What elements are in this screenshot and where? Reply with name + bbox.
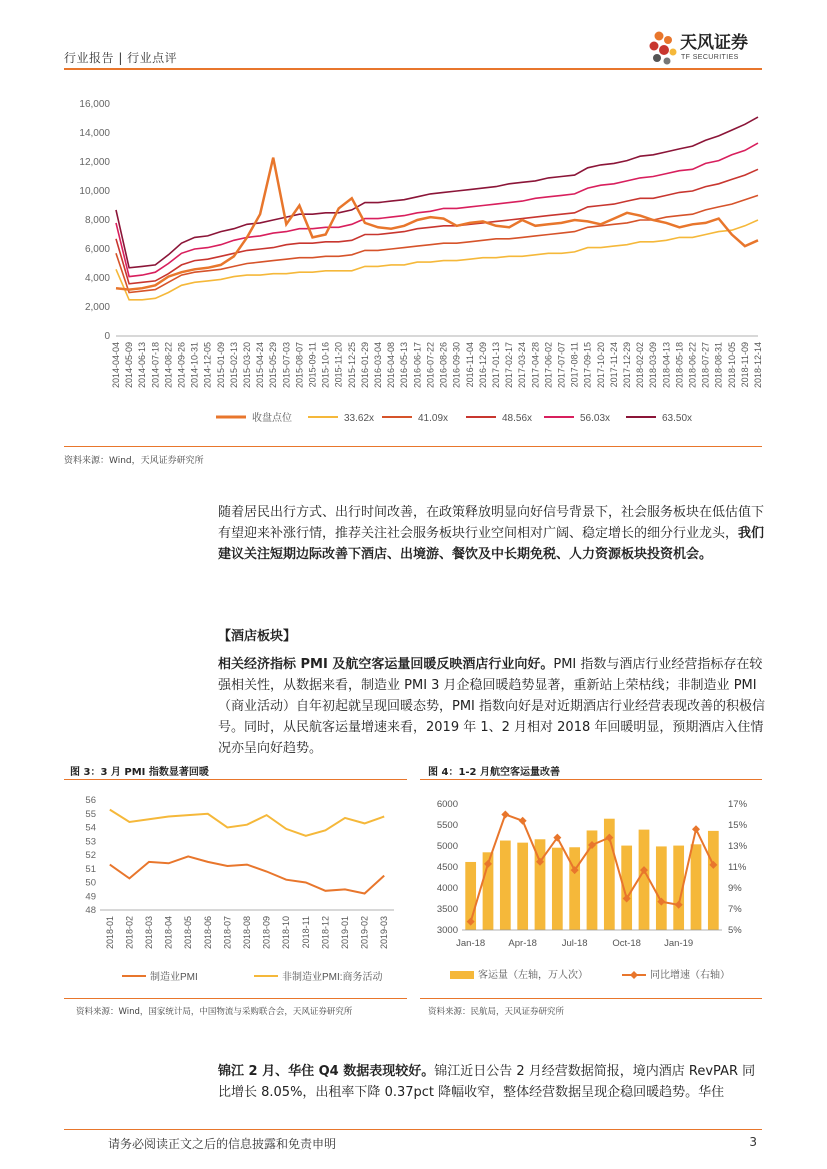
x-tick-label: 2017-06-02: [543, 342, 554, 389]
x-tick-label: 2018-07: [222, 916, 233, 950]
x-tick-label: 2014-04-04: [111, 342, 121, 389]
x-tick-label: 2017-11-24: [608, 342, 619, 388]
x-tick-label: 2017-10-20: [595, 342, 606, 389]
pmi-series-line: [110, 810, 384, 836]
x-tick-label: 2016-12-09: [477, 342, 488, 389]
y-right-tick-label: 7%: [728, 904, 742, 915]
x-tick-label: 2018-03-09: [648, 342, 659, 389]
x-tick-label: 2016-05-13: [399, 342, 410, 389]
x-tick-label: 2015-08-07: [294, 342, 305, 389]
x-tick-label: 2016-03-04: [373, 342, 384, 389]
y-tick-label: 48: [85, 905, 96, 916]
y-right-tick-label: 17%: [728, 799, 748, 810]
y-tick-label: 14,000: [79, 128, 110, 139]
y-tick-label: 6,000: [84, 244, 110, 255]
x-tick-label: 2015-05-29: [268, 342, 279, 389]
fig-top-source: 资料来源：Wind，天风证券研究所: [64, 456, 204, 466]
paragraph-2-text: PMI 指数与酒店行业经营指标存在较强相关性，从数据来看，制造业 PMI 3 月企稳回暖趋势显著，重新站上荣枯线；非制造业 PMI（商业活动）自年初起就呈现回暖态势，PMI 指数向好是对近期酒店行业经营表现改善的积极信号。同时，从民航客运量增速来看，2019 年 1、2 月相对 2018 年回暖明显，预期酒店入住情况亦呈向好趋势。: [218, 657, 766, 756]
air-passenger-chart: [420, 786, 762, 996]
x-tick-label: Jul-18: [561, 938, 588, 949]
x-tick-label: 2015-12-25: [346, 342, 357, 389]
growth-marker: [692, 825, 700, 833]
passenger-bar: [552, 848, 563, 930]
x-tick-label: 2015-09-11: [307, 342, 318, 388]
x-tick-label: 2016-04-08: [386, 342, 397, 389]
paragraph-3-text: 锦江近日公告 2 月经营数据简报，境内酒店 RevPAR 同比增长 8.05%，出租率下降 0.37pct 降幅收窄，整体经营数据呈现企稳回暖趋势。华住: [218, 1064, 756, 1100]
x-tick-label: 2016-06-17: [412, 342, 423, 389]
y-tick-label: 0: [104, 331, 110, 342]
passenger-bar: [708, 831, 719, 930]
passenger-bar: [691, 844, 702, 930]
y-left-tick-label: 3000: [436, 925, 458, 936]
x-tick-label: 2018-01: [104, 916, 115, 950]
x-tick-label: 2018-04: [163, 916, 174, 950]
page-number: 3: [749, 1135, 757, 1149]
y-tick-label: 12,000: [79, 157, 110, 168]
x-tick-label: 2014-08-22: [163, 342, 174, 389]
passenger-bar: [569, 847, 580, 930]
y-tick-label: 8,000: [84, 215, 110, 226]
x-tick-label: 2018-12: [320, 916, 331, 950]
y-left-tick-label: 5000: [436, 841, 458, 852]
y-left-tick-label: 4500: [436, 862, 458, 873]
x-tick-label: 2019-02: [359, 916, 370, 950]
pmi-series-line: [110, 856, 384, 893]
x-tick-label: 2018-10-05: [726, 342, 737, 389]
x-tick-label: 2015-04-24: [255, 342, 266, 389]
logo-subtitle: TF SECURITIES: [681, 54, 739, 61]
x-tick-label: 2018-06-22: [687, 342, 698, 389]
company-logo: [648, 26, 768, 70]
header-divider: [64, 68, 762, 70]
fig3-source: 资料来源：Wind，国家统计局，中国物流与采购联合会，天风证券研究所: [76, 1007, 353, 1017]
x-tick-label: 2016-11-04: [464, 342, 475, 388]
passenger-bar: [656, 846, 667, 930]
legend-label: 63.50x: [662, 413, 693, 424]
x-tick-label: 2016-07-22: [425, 342, 436, 389]
legend-label: 收盘点位: [252, 413, 292, 424]
x-tick-label: 2015-03-20: [242, 342, 253, 389]
x-tick-label: 2016-08-26: [438, 342, 449, 389]
x-tick-label: 2014-09-26: [176, 342, 187, 389]
growth-marker: [519, 817, 527, 825]
fig4-title-divider: [420, 779, 762, 780]
y-tick-label: 56: [85, 795, 96, 806]
y-tick-label: 4,000: [84, 273, 110, 284]
legend-swatch-marker: [630, 971, 638, 979]
y-right-tick-label: 13%: [728, 841, 748, 852]
paragraph-1: [218, 502, 766, 565]
legend-label: 同比增速（右轴）: [650, 970, 730, 981]
legend-swatch-bar: [450, 971, 474, 979]
paragraph-3-bold: 锦江 2 月、华住 Q4 数据表现较好。: [218, 1064, 435, 1079]
legend-label: 56.03x: [580, 413, 611, 424]
y-right-tick-label: 11%: [728, 862, 747, 873]
x-tick-label: 2018-02: [124, 916, 135, 950]
x-tick-label: 2014-06-13: [137, 342, 148, 389]
paragraph-1-bold: 我们建议关注短期边际改善下酒店、出境游、餐饮及中长期免税、人力资源板块投资机会。: [218, 526, 765, 562]
y-tick-label: 54: [85, 822, 96, 834]
fig4-source: 资料来源：民航局，天风证券研究所: [428, 1007, 565, 1017]
paragraph-2: [218, 654, 766, 759]
x-tick-label: 2014-07-18: [150, 342, 161, 389]
y-tick-label: 2,000: [84, 302, 110, 313]
legend-label: 48.56x: [502, 413, 533, 424]
x-tick-label: 2017-07-07: [556, 342, 567, 389]
x-tick-label: 2017-02-17: [504, 342, 515, 389]
y-right-tick-label: 5%: [728, 925, 742, 936]
x-tick-label: 2017-01-13: [490, 342, 501, 389]
pmi-chart: [64, 786, 407, 996]
y-tick-label: 51: [85, 863, 96, 875]
y-tick-label: 49: [85, 891, 96, 903]
growth-marker: [501, 811, 509, 819]
series-line-1: [116, 220, 758, 300]
flower-logo-icon: [648, 26, 680, 70]
y-tick-label: 55: [85, 808, 96, 820]
x-tick-label: 2018-04-13: [661, 342, 672, 389]
y-tick-label: 50: [85, 877, 96, 889]
x-tick-label: 2018-09: [261, 916, 272, 950]
header-title: 行业报告 | 行业点评: [64, 51, 178, 65]
x-tick-label: 2014-12-05: [202, 342, 213, 389]
passenger-bar: [500, 841, 511, 930]
x-tick-label: Apr-18: [508, 938, 537, 949]
passenger-bar: [639, 830, 650, 930]
x-tick-label: 2018-05: [183, 916, 194, 950]
y-right-tick-label: 9%: [728, 883, 742, 894]
y-left-tick-label: 6000: [436, 799, 458, 810]
x-tick-label: 2015-10-16: [320, 342, 331, 389]
y-left-tick-label: 3500: [436, 904, 458, 915]
x-tick-label: Oct-18: [612, 938, 641, 949]
x-tick-label: 2017-03-24: [517, 342, 528, 389]
paragraph-2-bold: 相关经济指标 PMI 及航空客运量回暖反映酒店行业向好。: [218, 657, 554, 672]
fig4-bottom-divider: [420, 998, 762, 999]
series-line-4: [116, 143, 758, 277]
x-tick-label: 2018-06: [202, 916, 213, 950]
logo-title: 天风证券: [680, 33, 748, 53]
x-tick-label: 2018-11-09: [739, 342, 750, 388]
legend-label: 非制造业PMI:商务活动: [282, 972, 383, 983]
fig3-title: 图 3：3 月 PMI 指数显著回暖: [70, 767, 209, 778]
y-left-tick-label: 4000: [436, 883, 458, 894]
x-tick-label: Jan-19: [664, 938, 694, 949]
x-tick-label: 2019-01: [340, 916, 350, 950]
y-left-tick-label: 5500: [436, 820, 458, 831]
fig3-title-divider: [64, 779, 407, 780]
x-tick-label: 2018-12-14: [753, 342, 763, 389]
y-right-tick-label: 15%: [728, 820, 748, 831]
legend-label: 制造业PMI: [150, 972, 198, 983]
x-tick-label: 2017-08-11: [569, 342, 580, 388]
fig3-bottom-divider: [64, 998, 407, 999]
x-tick-label: 2018-02-02: [635, 342, 646, 389]
section-title-hotel: 【酒店板块】: [218, 629, 297, 644]
x-tick-label: 2016-01-29: [359, 342, 370, 389]
x-tick-label: 2017-12-29: [621, 342, 632, 389]
x-tick-label: 2018-08: [242, 916, 252, 950]
y-tick-label: 16,000: [79, 99, 110, 110]
x-tick-label: 2018-10: [281, 916, 292, 950]
y-tick-label: 10,000: [79, 186, 110, 197]
x-tick-label: Jan-18: [456, 938, 486, 949]
fig-top-divider: [64, 446, 762, 447]
x-tick-label: 2014-10-31: [189, 342, 200, 389]
x-tick-label: 2018-07-27: [700, 342, 711, 389]
series-line-5: [116, 117, 758, 268]
x-tick-label: 2017-04-28: [530, 342, 541, 389]
y-tick-label: 53: [85, 836, 96, 848]
x-tick-label: 2015-07-03: [281, 342, 292, 389]
x-tick-label: 2015-11-20: [333, 342, 344, 388]
x-tick-label: 2018-05-18: [674, 342, 685, 389]
x-tick-label: 2015-01-09: [215, 342, 226, 389]
paragraph-3: [218, 1061, 766, 1103]
y-tick-label: 52: [85, 850, 96, 861]
footer-divider: [64, 1129, 762, 1130]
x-tick-label: 2016-09-30: [451, 342, 462, 389]
x-tick-label: 2018-08-31: [713, 342, 724, 389]
x-tick-label: 2018-03: [144, 916, 154, 950]
passenger-bar: [517, 843, 528, 930]
x-tick-label: 2019-03: [379, 916, 390, 950]
legend-label: 33.62x: [344, 413, 375, 424]
x-tick-label: 2014-05-09: [124, 342, 135, 389]
fig4-title: 图 4：1-2 月航空客运量改善: [428, 767, 560, 778]
paragraph-1-text: 随着居民出行方式、出行时间改善，在政策释放明显向好信号背景下，社会服务板块在低估值下有望迎来补涨行情，推荐关注社会服务板块行业空间相对广阔、稳定增长的细分行业龙头，: [218, 505, 765, 541]
x-tick-label: 2015-02-13: [228, 342, 239, 389]
legend-label: 客运量（左轴，万人次）: [478, 970, 588, 981]
x-tick-label: 2018-11: [300, 916, 311, 949]
footer-disclaimer: 请务必阅读正文之后的信息披露和免责申明: [108, 1137, 337, 1151]
legend-label: 41.09x: [418, 413, 449, 424]
pe-band-chart: [64, 90, 764, 435]
x-tick-label: 2017-09-15: [582, 342, 593, 389]
